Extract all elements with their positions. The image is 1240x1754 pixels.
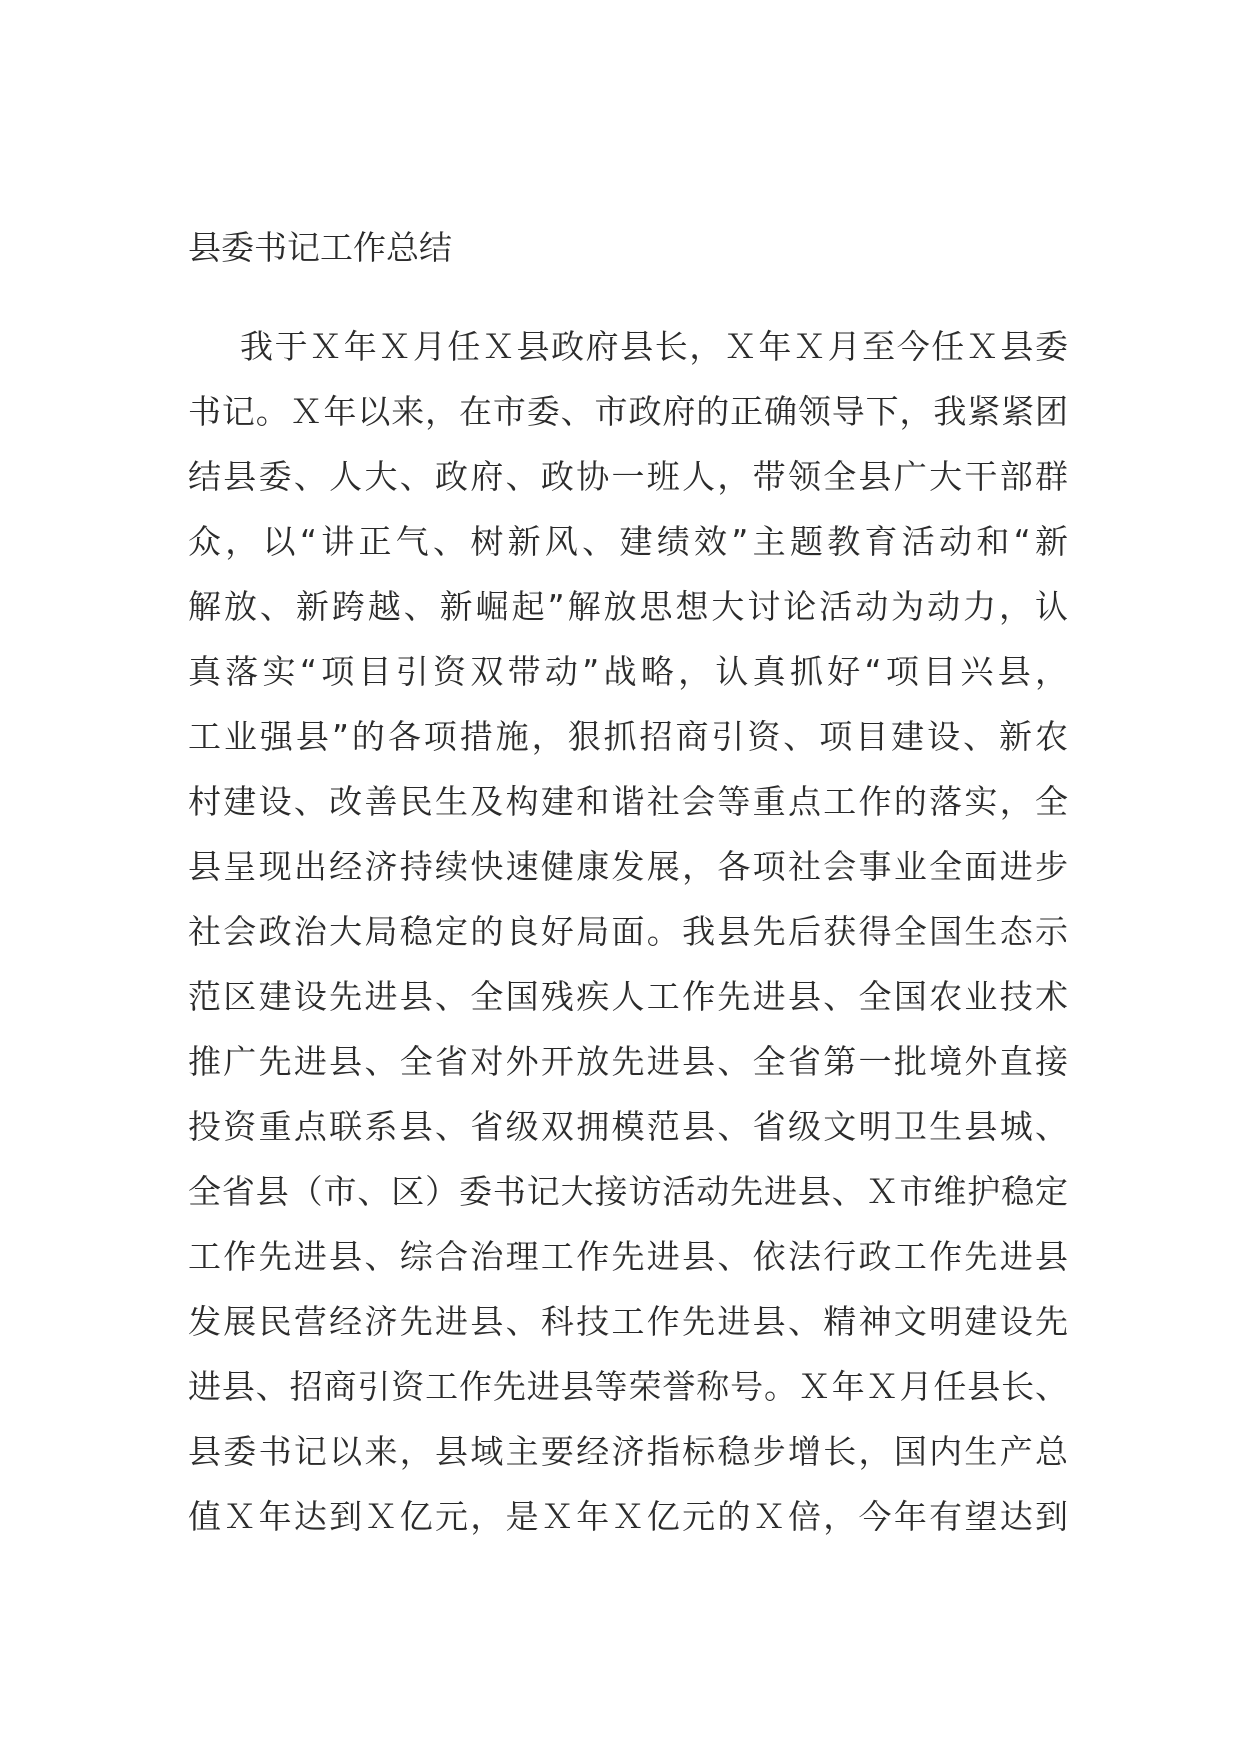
body-line: 解放、新跨越、新崛起”解放思想大讨论活动为动力，认: [188, 587, 1068, 626]
body-line: 范区建设先进县、全国残疾人工作先进县、全国农业技术: [188, 977, 1068, 1016]
body-line: 社会政治大局稳定的良好局面。我县先后获得全国生态示: [188, 912, 1068, 951]
body-line: 结县委、人大、政府、政协一班人，带领全县广大干部群: [188, 457, 1068, 496]
body-line: 书记。Ｘ年以来，在市委、市政府的正确领导下，我紧紧团: [188, 392, 1068, 431]
body-line: 县委书记以来，县域主要经济指标稳步增长，国内生产总: [188, 1432, 1068, 1471]
body-line: 工业强县”的各项措施，狠抓招商引资、项目建设、新农: [188, 717, 1068, 756]
body-line: 县呈现出经济持续快速健康发展，各项社会事业全面进步: [188, 847, 1068, 886]
body-line: 值Ｘ年达到Ｘ亿元，是Ｘ年Ｘ亿元的Ｘ倍，今年有望达到: [188, 1497, 1068, 1536]
document-title: 县委书记工作总结: [188, 228, 452, 267]
body-line: 众，以“讲正气、树新风、建绩效”主题教育活动和“新: [188, 522, 1068, 561]
document-body: [188, 314, 1068, 1549]
body-line: 工作先进县、综合治理工作先进县、依法行政工作先进县: [188, 1237, 1068, 1276]
body-line: 推广先进县、全省对外开放先进县、全省第一批境外直接: [188, 1042, 1068, 1081]
body-line: 投资重点联系县、省级双拥模范县、省级文明卫生县城、: [188, 1107, 1068, 1146]
body-line: 进县、招商引资工作先进县等荣誉称号。Ｘ年Ｘ月任县长、: [188, 1367, 1069, 1406]
body-line: 真落实“项目引资双带动”战略，认真抓好“项目兴县，: [188, 652, 1068, 691]
body-line: 我于Ｘ年Ｘ月任Ｘ县政府县长，Ｘ年Ｘ月至今任Ｘ县委: [240, 327, 1068, 366]
body-line: 全省县（市、区）委书记大接访活动先进县、Ｘ市维护稳定: [188, 1172, 1068, 1211]
body-line: 发展民营经济先进县、科技工作先进县、精神文明建设先: [188, 1302, 1068, 1341]
body-line: 村建设、改善民生及构建和谐社会等重点工作的落实，全: [188, 782, 1068, 821]
